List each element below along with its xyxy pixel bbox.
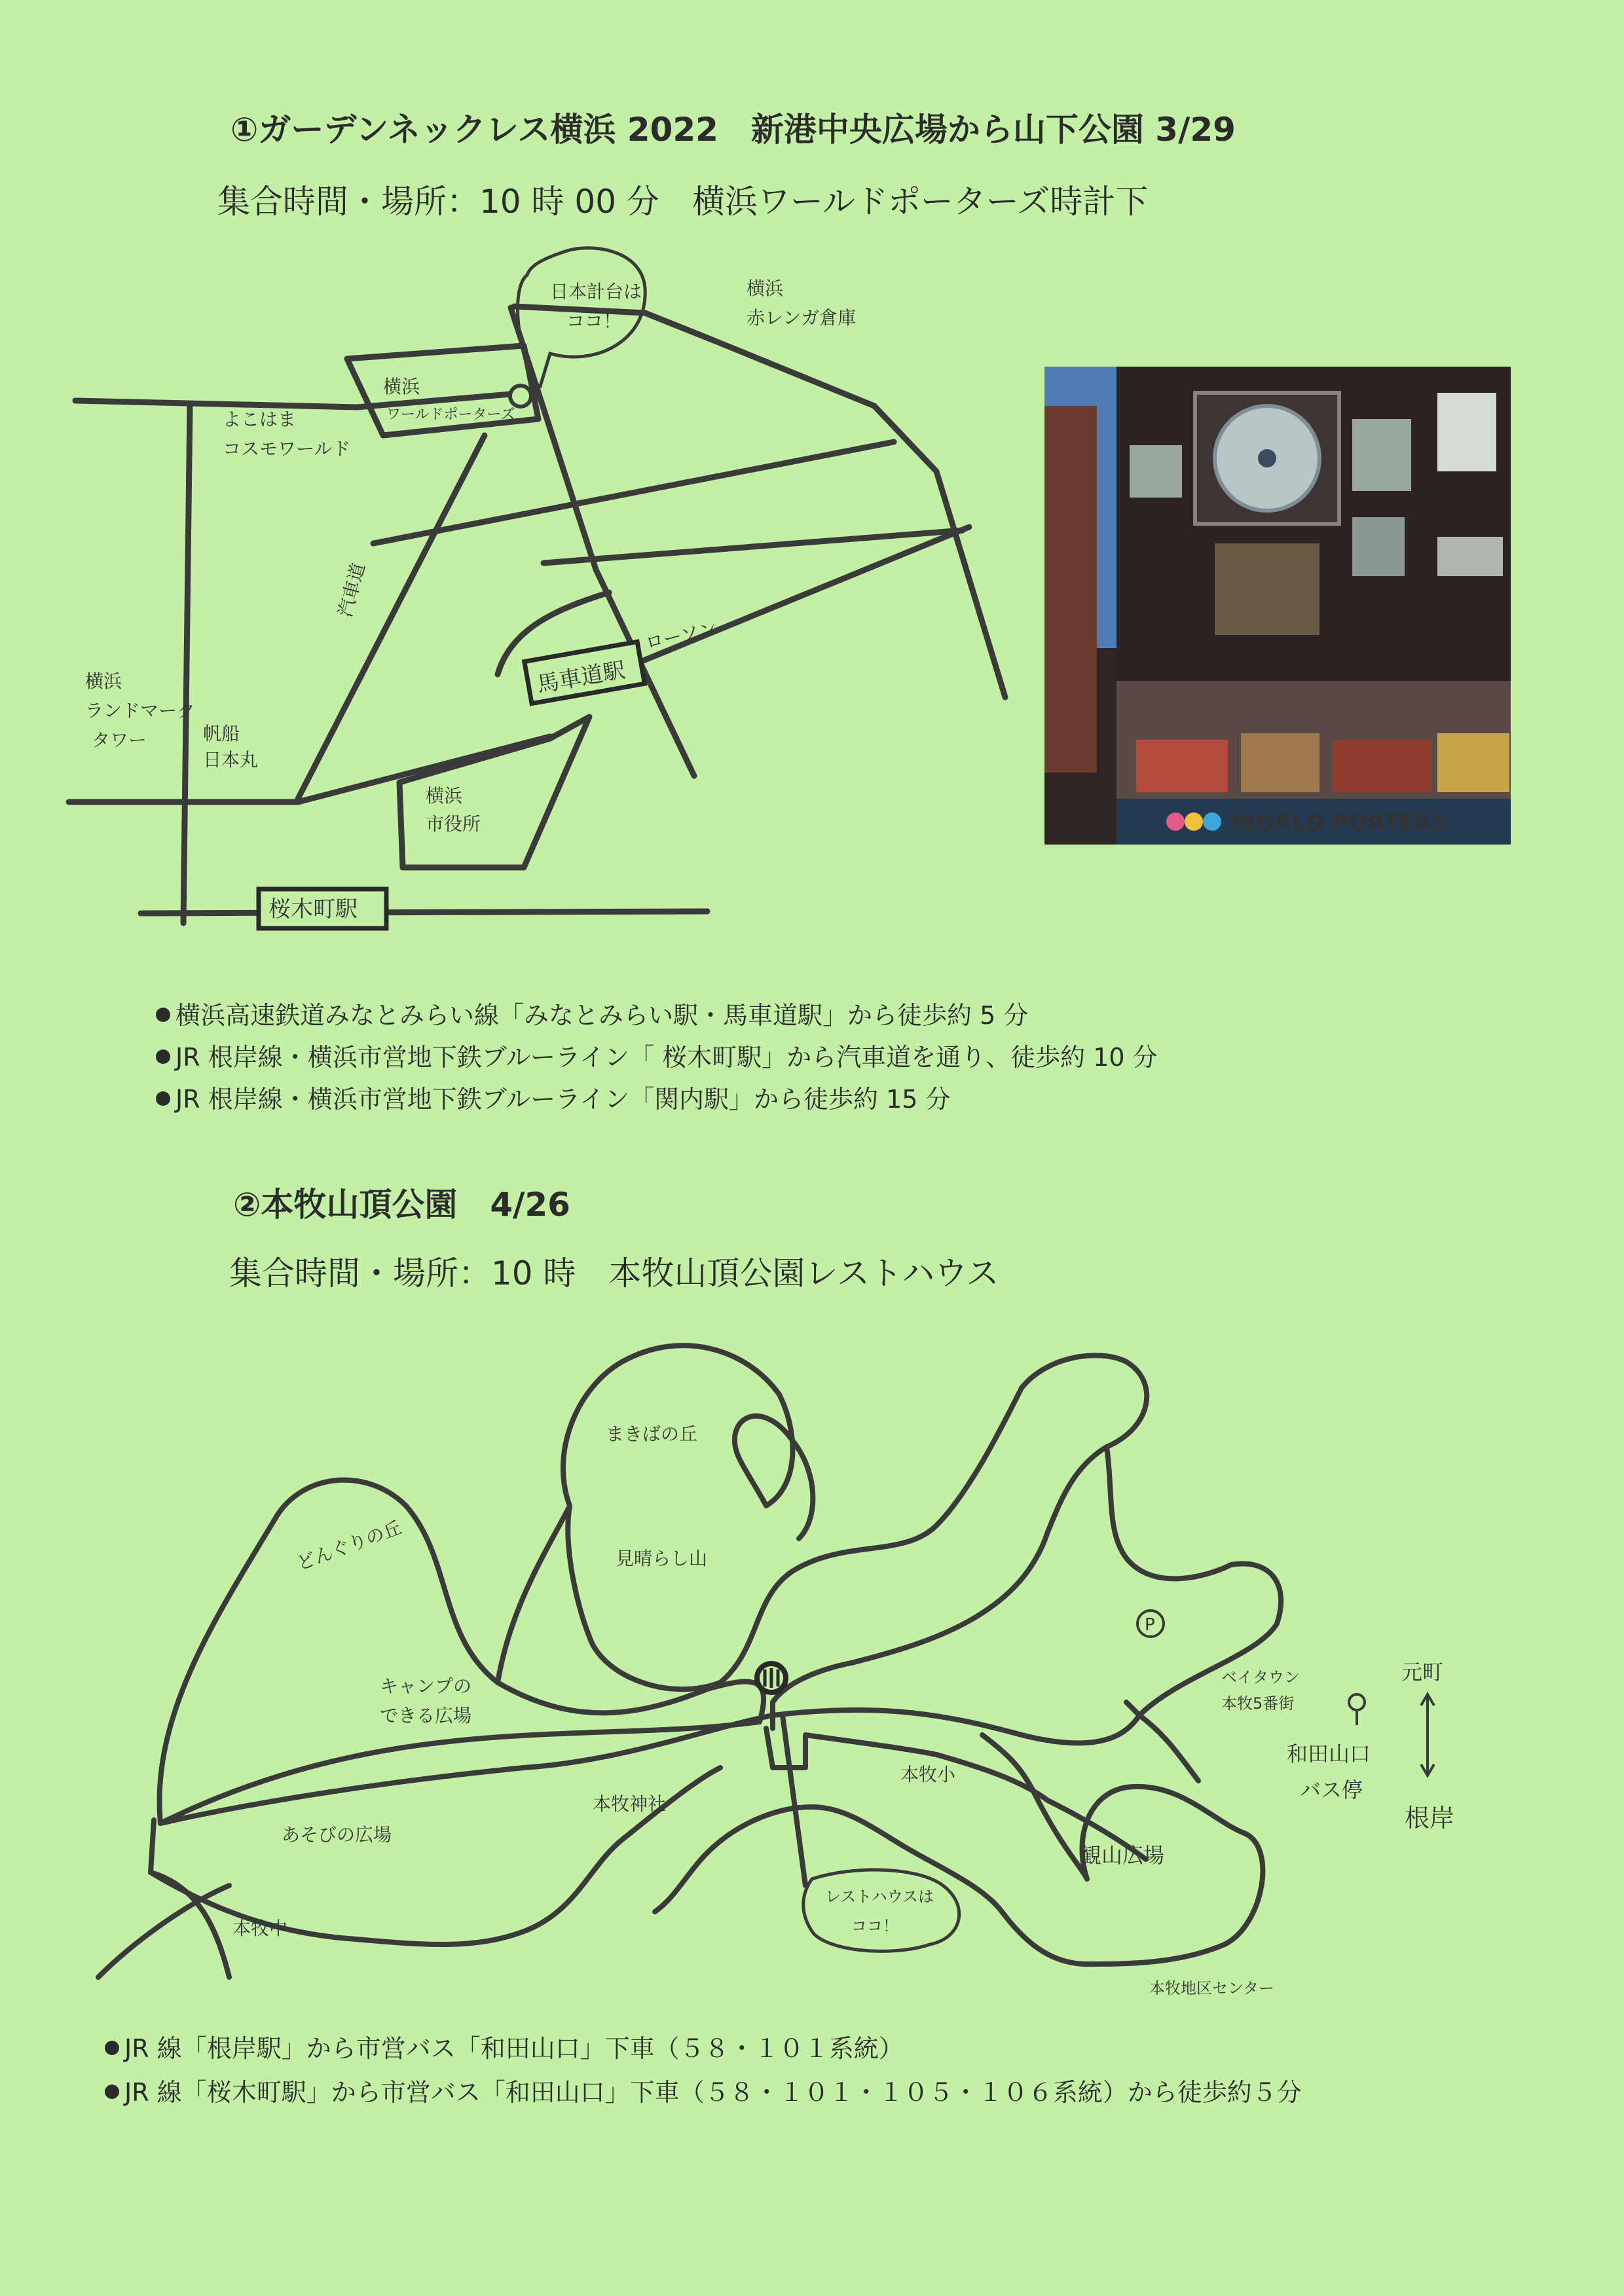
world-porters-sign: WORLD PORTERS [1231, 810, 1447, 836]
landmark-label-2: ランドマーク [85, 700, 196, 721]
nipponmaru-label-1: 帆船 [203, 723, 240, 744]
section1-title: ①ガーデンネックレス横浜 2022 新港中央広場から山下公園 3/29 [231, 111, 1236, 149]
section1-access-1 [156, 995, 1028, 1031]
cityhall-label-1: 横浜 [426, 785, 463, 807]
honmokusho-label: 本牧小 [900, 1764, 956, 1785]
makiba-label: まきばの丘 [606, 1423, 698, 1445]
world-porters-photo [1044, 367, 1511, 845]
busstop-label-2: バス停 [1300, 1777, 1363, 1802]
section2-access-2 [105, 2072, 1302, 2108]
landmark-label-1: 横浜 [85, 670, 122, 692]
section1-meeting: 集合時間・場所：10 時 00 分 横浜ワールドポーターズ時計下 [217, 183, 1149, 221]
bullet-icon [156, 1008, 170, 1022]
cosmoworld-label-1: よこはま [223, 409, 297, 430]
resthouse-label-1: レストハウスは [825, 1887, 934, 1906]
access-text: JR 根岸線・横浜市営地下鉄ブルーライン「 桜木町駅」から汽車道を通り、徒歩約 10 分 [175, 1043, 1158, 1072]
speech-line-1: 日本計台は [550, 281, 642, 302]
access-text: JR 線「根岸駅」から市営バス「和田山口」下車（５８・１０１系統） [124, 2034, 904, 2063]
sakuragicho-station-label: 桜木町駅 [268, 896, 358, 922]
bullet-icon [156, 1091, 170, 1106]
center-label: 本牧地区センター [1149, 1979, 1275, 1997]
akarenga-label-2: 赤レンガ倉庫 [747, 307, 857, 329]
section2-title: ②本牧山頂公園 4/26 [233, 1186, 570, 1224]
parking-label: P [1145, 1615, 1155, 1635]
section2-meeting: 集合時間・場所：10 時 本牧山頂公園レストハウス [229, 1254, 999, 1292]
jinja-label: 本牧神社 [593, 1793, 667, 1815]
worldporters-label-2: ワールドポーターズ [386, 407, 515, 423]
bus-stop-icon [1349, 1694, 1365, 1710]
section2-access-1 [105, 2028, 904, 2064]
resthouse-label-2: ココ！ [851, 1917, 898, 1935]
clock-marker-icon [510, 386, 531, 407]
nipponmaru-label-2: 日本丸 [203, 749, 259, 771]
access-text: 横浜高速鉄道みなとみらい線「みなとみらい駅・馬車道駅」から徒歩約 5 分 [175, 1001, 1029, 1030]
baytown-label-2: 本牧5番街 [1221, 1694, 1295, 1713]
cosmoworld-label-2: コスモワールド [223, 438, 351, 460]
busstop-label-1: 和田山口 [1287, 1741, 1371, 1766]
landmark-label-3: タワー [92, 729, 147, 751]
direction-arrow-icon [1421, 1694, 1434, 1776]
access-text: JR 根岸線・横浜市営地下鉄ブルーライン「関内駅」から徒歩約 15 分 [175, 1085, 951, 1114]
bullet-icon [105, 2041, 119, 2055]
cityhall-label-2: 市役所 [426, 813, 481, 835]
miharashi-label: 見晴らし山 [616, 1548, 708, 1569]
kishamichi-label: 汽車道 [334, 560, 370, 619]
map-honmoku [0, 1277, 1624, 2030]
baytown-label-1: ベイタウン [1221, 1668, 1300, 1686]
motomachi-label: 元町 [1401, 1660, 1444, 1685]
donguri-label: どんぐりの丘 [293, 1516, 405, 1575]
bullet-icon [105, 2085, 119, 2099]
lawson-label: ローソン [643, 617, 719, 654]
honmokuchu-label: 本牧中 [232, 1918, 288, 1939]
section1-access-2 [156, 1037, 1158, 1073]
akarenga-label-1: 横浜 [747, 278, 784, 299]
kanzan-label: 観山広場 [1080, 1843, 1165, 1868]
camp-label-1: キャンプの [380, 1675, 472, 1697]
section1-access-3 [156, 1079, 951, 1115]
camp-label-2: できる広場 [380, 1705, 472, 1726]
bullet-icon [156, 1049, 170, 1064]
worldporters-label-1: 横浜 [383, 376, 420, 397]
bashamichi-station-label: 馬車道駅 [534, 657, 627, 699]
access-text: JR 線「桜木町駅」から市営バス「和田山口」下車（５８・１０１・１０５・１０６系統）から徒歩約５分 [124, 2078, 1302, 2107]
speech-line-2: ココ！ [566, 310, 622, 332]
negishi-label: 根岸 [1405, 1804, 1455, 1832]
asobi-label: あそびの広場 [282, 1824, 392, 1846]
